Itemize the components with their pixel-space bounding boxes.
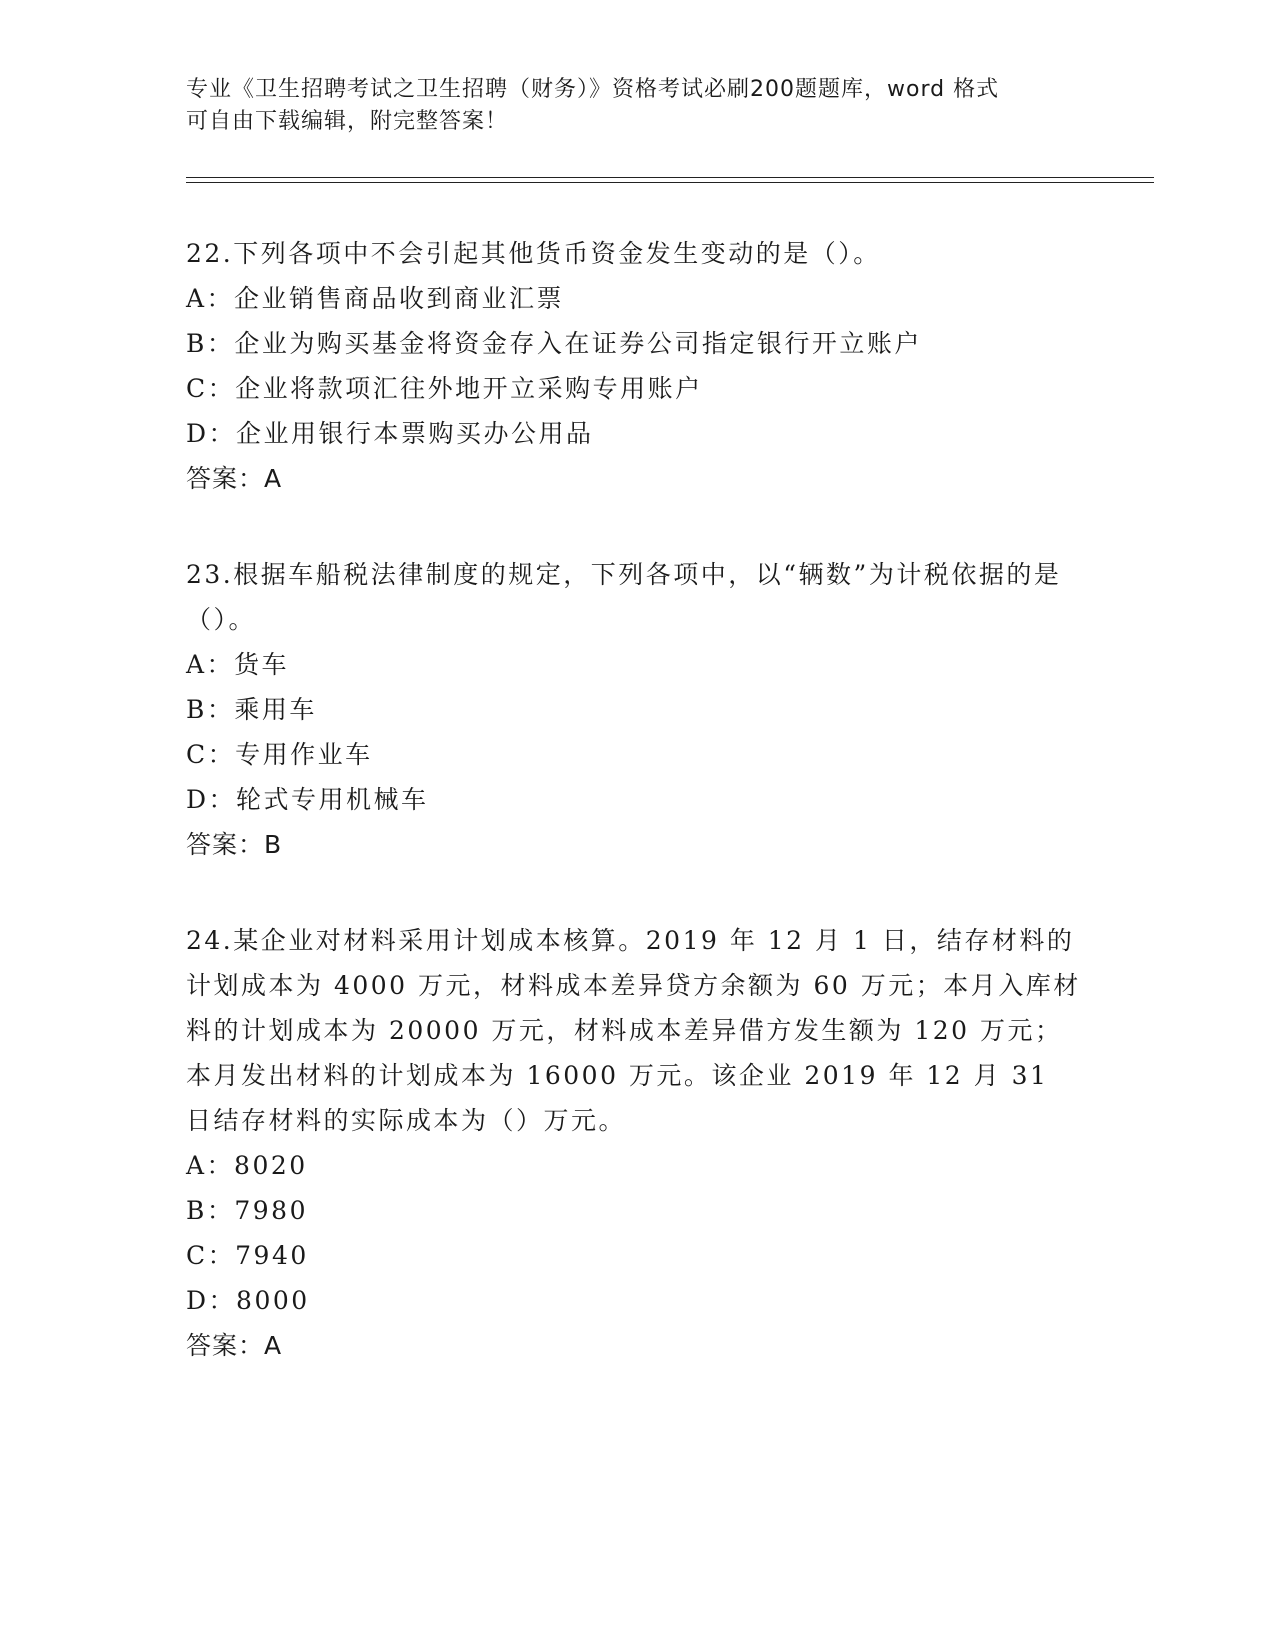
option-a: A：企业销售商品收到商业汇票	[186, 284, 565, 313]
answer-line: 答案：B	[186, 830, 283, 859]
document-header	[186, 74, 1066, 138]
option-c: C：专用作业车	[186, 740, 373, 769]
option-b: B：企业为购买基金将资金存入在证券公司指定银行开立账户	[186, 329, 922, 358]
question-24	[186, 918, 1086, 1368]
option-c: C：企业将款项汇往外地开立采购专用账户	[186, 374, 703, 403]
option-c: C：7940	[186, 1241, 309, 1270]
answer-line: 答案：A	[186, 464, 283, 493]
option-b: B：乘用车	[186, 695, 317, 724]
question-text: 24.某企业对材料采用计划成本核算。2019 年 12 月 1 日，结存材料的计划成本为 4000 万元，材料成本差异贷方余额为 60 万元；本月入库材料的计划成本为 20000 万元，材料成本差异借方发生额为 120 万元；本月发出材料的计划成本为 16000 万元。该企业 2019 年 12 月 31 日结存材料的实际成本为（）万元。	[186, 926, 1081, 1135]
question-text: 23.根据车船税法律制度的规定，下列各项中，以“辆数”为计税依据的是（）。	[186, 560, 1062, 634]
question-text: 22.下列各项中不会引起其他货币资金发生变动的是（）。	[186, 239, 881, 268]
option-d: D：企业用银行本票购买办公用品	[186, 419, 594, 448]
header-divider-top	[186, 177, 1154, 178]
question-23	[186, 552, 1086, 867]
option-a: A：货车	[186, 650, 290, 679]
header-line-1: 专业《卫生招聘考试之卫生招聘（财务）》资格考试必刷200题题库，word 格式	[186, 77, 1000, 102]
option-a: A：8020	[186, 1151, 308, 1180]
header-divider-bottom	[186, 182, 1154, 183]
option-b: B：7980	[186, 1196, 308, 1225]
question-22	[186, 231, 1086, 501]
header-line-2: 可自由下载编辑，附完整答案！	[186, 109, 509, 134]
option-d: D：8000	[186, 1286, 310, 1315]
option-d: D：轮式专用机械车	[186, 785, 429, 814]
answer-line: 答案：A	[186, 1331, 283, 1360]
